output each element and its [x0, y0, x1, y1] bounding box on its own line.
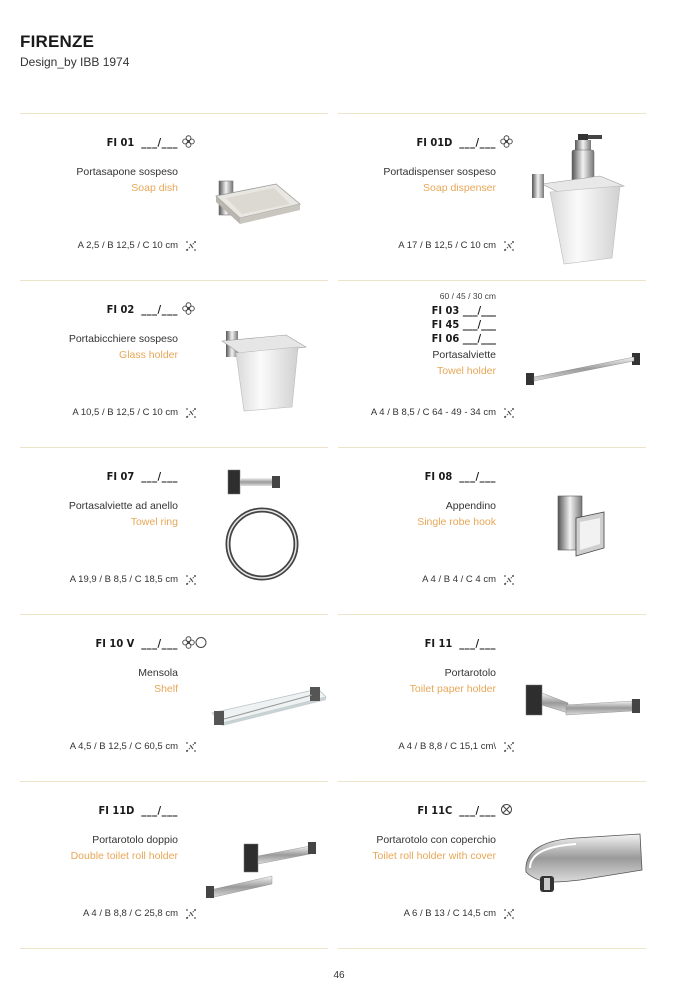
- product-card-fi08: [338, 447, 646, 615]
- product-card-fi01: [20, 113, 328, 281]
- product-name-en: Toilet paper holder: [409, 683, 496, 695]
- product-name-it: Portarotolo doppio: [92, 834, 178, 846]
- product-dimensions: A 4,5 / B 12,5 / C 60,5 cm: [69, 741, 178, 752]
- product-card-fi11: [338, 614, 646, 782]
- product-card-fi07: [20, 447, 328, 615]
- product-name-en: Soap dispenser: [423, 182, 496, 194]
- shelf-image: [202, 627, 328, 777]
- product-card-fi02: [20, 280, 328, 448]
- product-name-en: Towel holder: [437, 365, 496, 377]
- product-card-fi11d: [20, 781, 328, 949]
- product-code: FI 11C ___/___: [417, 804, 496, 817]
- product-code: FI 11D ___/___: [98, 804, 178, 817]
- collection-designer: Design_by IBB 1974: [20, 55, 130, 69]
- screw-mount-icon: [502, 406, 516, 420]
- screw-mount-icon: [184, 907, 198, 921]
- product-dimensions: A 2,5 / B 12,5 / C 10 cm: [77, 240, 178, 251]
- product-name-en: Shelf: [154, 683, 178, 695]
- towel-ring-image: [202, 460, 328, 610]
- product-name-it: Appendino: [445, 500, 496, 512]
- product-dimensions: A 4 / B 8,8 / C 15,1 cm\: [398, 741, 496, 752]
- product-name-it: Portasapone sospeso: [76, 166, 178, 178]
- collection-title: FIRENZE: [20, 32, 95, 51]
- product-name-it: Mensola: [138, 667, 178, 679]
- product-dimensions: A 4 / B 8,8 / C 25,8 cm: [82, 908, 178, 919]
- screw-mount-icon: [184, 740, 198, 754]
- product-card-fi03-fi45-fi06: [338, 280, 646, 448]
- soap-dispenser-image: [520, 126, 646, 276]
- double-roll-holder-image: [202, 794, 328, 944]
- product-card-fi11c: [338, 781, 646, 949]
- product-name-en: Glass holder: [119, 349, 178, 361]
- covered-roll-holder-image: [520, 794, 646, 944]
- product-card-fi01d: [338, 113, 646, 281]
- product-name-it: Portabicchiere sospeso: [68, 333, 178, 345]
- product-name-en: Soap dish: [131, 182, 178, 194]
- product-name-en: Towel ring: [130, 516, 178, 528]
- product-name-en: Double toilet roll holder: [70, 850, 178, 862]
- screw-mount-icon: [502, 740, 516, 754]
- screw-mount-icon: [502, 573, 516, 587]
- screw-mount-icon: [502, 239, 516, 253]
- product-code-list: FI 03 ___/___ FI 45 ___/___ FI 06 ___/___: [431, 304, 496, 345]
- page-header: [20, 32, 129, 69]
- product-code: FI 01D ___/___: [416, 136, 496, 149]
- product-dimensions: A 6 / B 13 / C 14,5 cm: [403, 908, 496, 919]
- screw-mount-icon: [502, 907, 516, 921]
- product-dimensions: A 4 / B 4 / C 4 cm: [422, 574, 496, 585]
- towel-bar-image: [520, 293, 646, 443]
- product-card-fi10v: [20, 614, 328, 782]
- product-code: FI 02 ___/___: [106, 303, 178, 316]
- product-name-it: Portadispenser sospeso: [383, 166, 496, 178]
- product-code: FI 08 ___/___: [424, 470, 496, 483]
- product-dimensions: A 10,5 / B 12,5 / C 10 cm: [72, 407, 178, 418]
- product-name-it: Portasalviette ad anello: [68, 500, 178, 512]
- product-name-en: Toilet roll holder with cover: [372, 850, 496, 862]
- robe-hook-image: [520, 460, 646, 610]
- product-code: FI 07 ___/___: [106, 470, 178, 483]
- row-divider-bottom-right: [338, 948, 646, 950]
- screw-mount-icon: [184, 239, 198, 253]
- product-code: FI 10 V ___/___: [95, 637, 178, 650]
- product-name-it: Portasalviette: [432, 349, 496, 361]
- product-name-it: Portarotolo con coperchio: [376, 834, 496, 846]
- bar-lengths: 60 / 45 / 30 cm: [439, 291, 496, 301]
- product-code: FI 01 ___/___: [106, 136, 178, 149]
- product-dimensions: A 17 / B 12,5 / C 10 cm: [398, 240, 496, 251]
- product-name-it: Portarotolo: [444, 667, 496, 679]
- soap-dish-image: [202, 126, 328, 276]
- page-number: 46: [333, 970, 345, 981]
- product-dimensions: A 4 / B 8,5 / C 64 - 49 - 34 cm: [370, 407, 496, 418]
- screw-mount-icon: [184, 406, 198, 420]
- product-code: FI 11 ___/___: [424, 637, 496, 650]
- product-dimensions: A 19,9 / B 8,5 / C 18,5 cm: [69, 574, 178, 585]
- toilet-paper-holder-image: [520, 627, 646, 777]
- screw-mount-icon: [184, 573, 198, 587]
- product-name-en: Single robe hook: [417, 516, 496, 528]
- glass-holder-image: [202, 293, 328, 443]
- row-divider-bottom-left: [20, 948, 328, 950]
